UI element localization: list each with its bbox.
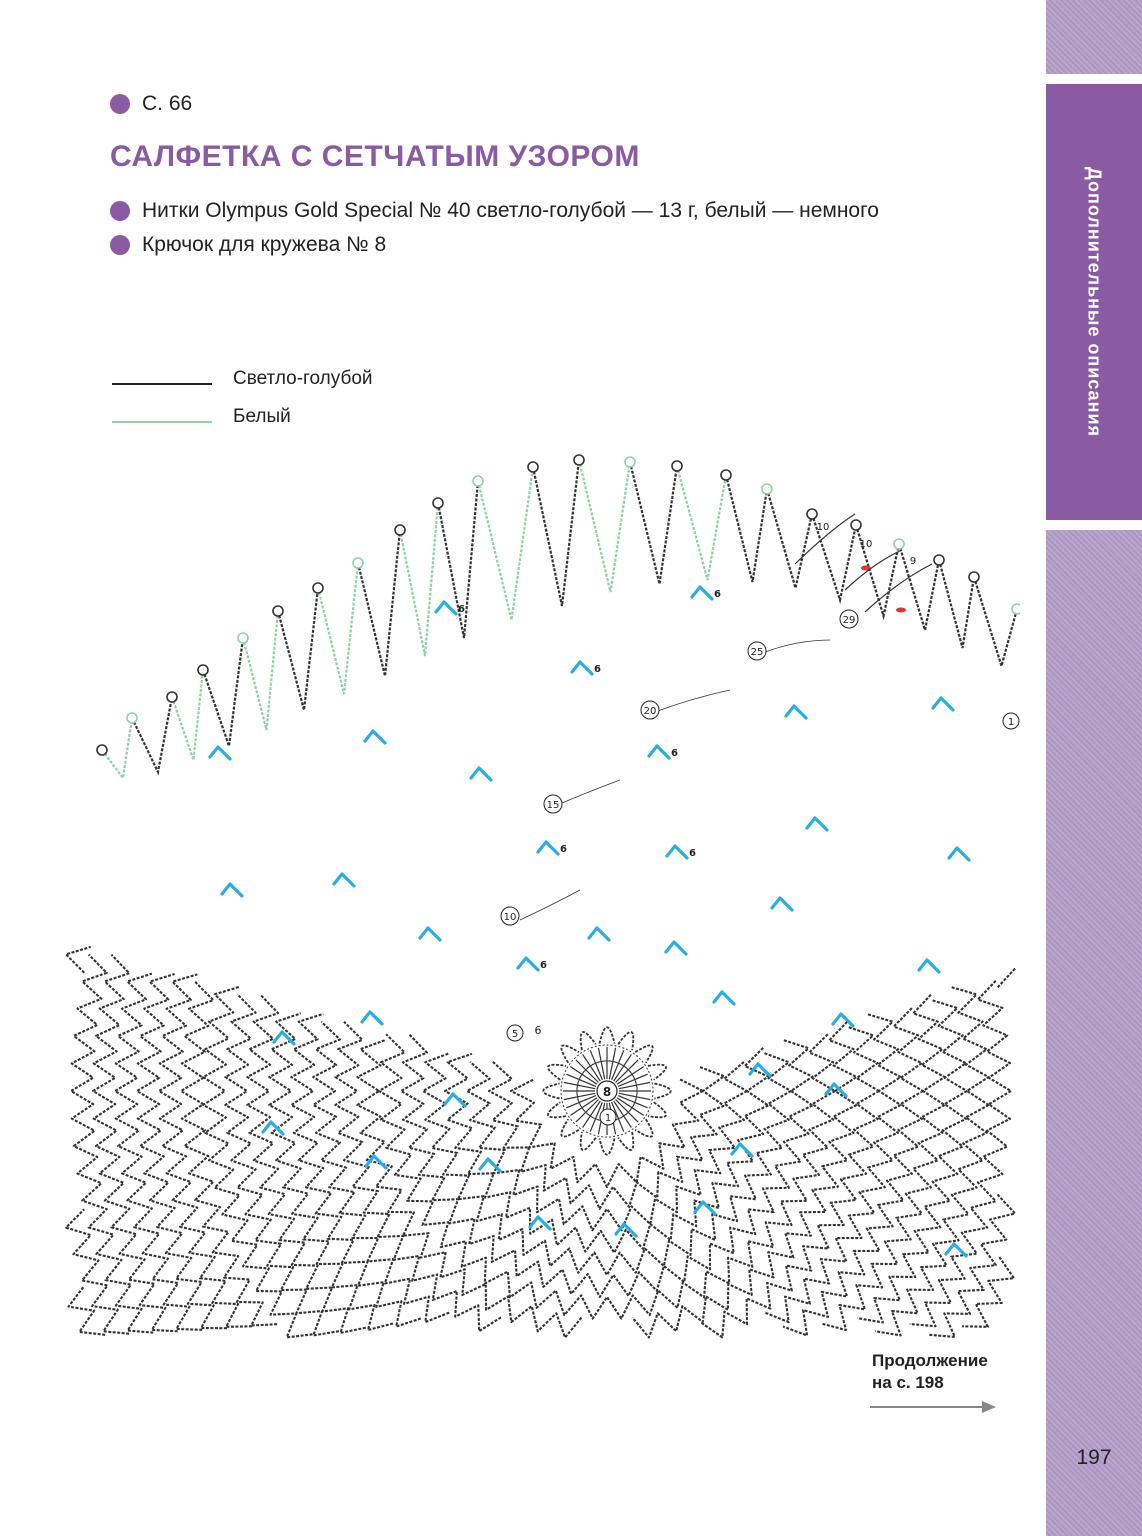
edge-segment [974,577,1017,666]
materials-item [110,228,879,262]
picot-mark [395,525,405,535]
highlight-chains [210,587,969,1256]
edge-segment [767,489,812,588]
highlight-chain [695,1202,715,1214]
edge-segment [318,563,358,694]
picot-mark [127,713,137,723]
continue-line: на с. 198 [872,1373,944,1392]
picot-mark [672,461,682,471]
highlight-chain [436,602,456,614]
picot-mark [721,470,731,480]
highlight-chain [692,587,712,599]
picot-mark [97,745,107,755]
picot-mark [353,558,363,568]
legend-label: Светло-голубой [233,368,373,389]
edge-zigzag [97,455,1020,778]
legend-line-white [112,421,212,423]
center-stitch [564,1093,595,1099]
round-label: 1 [1007,717,1015,728]
mesh-row [71,955,153,1333]
picot-mark [894,539,904,549]
chain-label: 6 [560,844,567,855]
picot-mark [574,455,584,465]
highlight-chain [750,1064,770,1076]
page-reference [110,92,192,116]
guide-arc [760,640,830,654]
highlight-chain [786,706,806,718]
highlight-chain [334,874,354,886]
edge-segment [172,670,203,760]
center-petal [618,1032,633,1050]
highlight-chain [365,731,385,743]
center-petal [600,1027,615,1043]
center-petal [648,1065,666,1080]
bullet-icon [110,201,130,221]
center-stitch [598,1048,604,1079]
page-number: 197 [1076,1446,1112,1469]
guide-arc [655,690,730,712]
center-stitch [609,1048,615,1079]
center-stitch [564,1082,595,1088]
crochet-chart [60,450,1020,1340]
bullet-icon [110,235,130,255]
sidebar-top-block [1046,0,1142,74]
continue-note [872,1350,988,1394]
legend-label: Белый [233,406,291,427]
materials-item-text: Крючок для кружева № 8 [142,233,387,256]
highlight-chain [714,992,734,1004]
highlight-chain [946,1244,966,1256]
highlight-chain [772,898,792,910]
highlight-chain [667,846,687,858]
edge-segment [899,544,939,630]
edge-label: 10 [816,522,830,533]
highlight-chain [833,1014,853,1026]
round-label: 25 [750,647,764,658]
mesh-row [66,947,129,1334]
round-label: 15 [546,800,560,811]
materials-item [110,194,879,228]
highlight-chain [732,1144,752,1156]
edge-segment [630,462,677,584]
sidebar-section-label: Дополнительные описания [1084,166,1105,438]
round-label: 6 [534,1024,542,1037]
sidebar-bottom-block [1046,530,1142,1536]
chain-label: 6 [714,589,721,600]
edge-segment [579,460,630,592]
picot-mark [238,633,248,643]
round-label: 1 [604,1113,612,1124]
picot-mark [762,484,772,494]
center-petal [654,1084,670,1099]
highlight-chain [263,1122,283,1134]
edge-segment [677,466,726,580]
highlight-chain [210,747,230,759]
highlight-chain [538,842,558,854]
center-petal [618,1132,633,1150]
round-label: 10 [503,912,517,923]
highlight-chain [420,928,440,940]
picot-mark [851,520,861,530]
chain-label: 6 [540,960,547,971]
highlight-chain [471,768,491,780]
start-marker [896,608,906,613]
page-title: САЛФЕТКА С СЕТЧАТЫМ УЗОРОМ [110,140,640,173]
highlight-chain [949,848,969,860]
highlight-chain [807,818,827,830]
round-label: 5 [511,1029,519,1040]
round-labels [458,522,1019,1125]
center-label: 8 [602,1085,612,1099]
picot-mark [969,572,979,582]
center-stitch [619,1093,650,1099]
page-reference-text: С. 66 [142,92,193,115]
highlight-chain [222,884,242,896]
edge-segment [533,460,579,606]
edge-segment [132,697,172,772]
continue-line: Продолжение [872,1351,988,1370]
center-petal [600,1138,615,1154]
highlight-chain [518,958,538,970]
sidebar [1040,0,1142,1536]
picot-mark [807,509,817,519]
round-label: 29 [842,615,856,626]
edge-segment [939,560,974,648]
chain-label: 6 [594,664,601,675]
center-petal [548,1065,566,1080]
center-petal [548,1102,566,1117]
arrow-right-icon [870,1398,1000,1416]
edge-label: 9 [909,556,917,567]
picot-mark [625,457,635,467]
highlight-chain [589,928,609,940]
chain-label: 6 [458,604,465,615]
center-stitch [619,1082,650,1088]
center-petal [581,1032,596,1050]
highlight-chain [933,698,953,710]
highlight-chain [919,960,939,972]
picot-mark [433,498,443,508]
round-label: 20 [643,706,657,717]
mesh-row [93,955,178,1332]
edge-segment [478,467,533,620]
highlight-chain [666,942,686,954]
chain-label: 6 [671,748,678,759]
edge-label: 10 [859,539,873,550]
picot-mark [198,665,208,675]
picot-mark [934,555,944,565]
edge-segment [243,611,278,730]
sidebar-section-tab[interactable] [1046,84,1142,520]
picot-mark [528,462,538,472]
highlight-chain [649,746,669,758]
edge-segment [278,588,318,710]
picot-mark [167,692,177,702]
edge-segment [400,503,438,656]
edge-segment [726,475,767,582]
materials-item-text: Нитки Olympus Gold Special № 40 светло-голубой — 13 г, белый — немного [142,199,879,222]
edge-segment [203,638,243,746]
materials-list [110,194,879,262]
legend-line-light-blue [112,383,212,385]
highlight-chain [362,1012,382,1024]
picot-mark [1012,604,1020,614]
picot-mark [273,606,283,616]
mesh-rows [65,640,1017,1338]
center-petal [543,1084,559,1099]
guide-arc [555,780,620,806]
highlight-chain [572,662,592,674]
guide-arc [520,890,580,920]
bullet-icon [110,94,130,114]
chain-label: 6 [689,848,696,859]
picot-mark [473,476,483,486]
highlight-chain [445,1094,465,1106]
edge-segment [358,530,400,676]
picot-mark [313,583,323,593]
